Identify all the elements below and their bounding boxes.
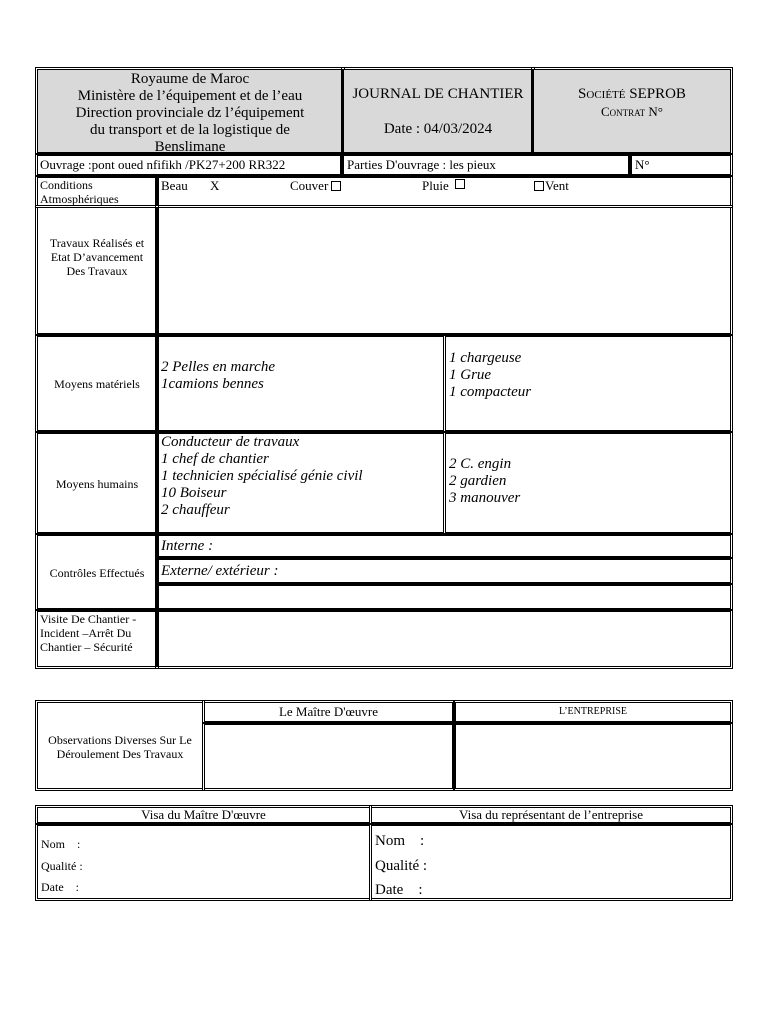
- pluie-label: Pluie: [422, 178, 449, 193]
- org-line-4: du transport et de la logistique de: [90, 122, 290, 138]
- vent-checkbox[interactable]: [534, 181, 544, 191]
- org-line-2: Ministère de l’équipement et de l’eau: [77, 88, 303, 104]
- beau-mark: X: [210, 178, 220, 193]
- visite-content-cell[interactable]: [157, 611, 731, 667]
- observations-label-1: Observations Diverses Sur Le: [48, 733, 192, 747]
- observations-maitre-title: Le Maître D'œuvre: [278, 704, 379, 719]
- visite-label-cell: [37, 611, 157, 667]
- externe-cell[interactable]: [157, 559, 731, 583]
- humain-item: 2 chauffeur: [161, 502, 230, 518]
- materiel-item: 1 Grue: [449, 367, 492, 383]
- visa-right-qualite: Qualité :: [375, 858, 428, 874]
- controles-label-cell: [37, 535, 157, 609]
- observations-entreprise-title: L’ENTREPRISE: [559, 706, 627, 717]
- visa-entreprise-title: Visa du représentant de l’entreprise: [458, 807, 644, 822]
- interne-cell[interactable]: [157, 535, 731, 557]
- materiels-left-cell: [157, 336, 444, 431]
- travaux-label-cell: [37, 207, 157, 334]
- org-line-5: Benslimane: [154, 139, 226, 155]
- visa-maitre-header: [37, 807, 370, 823]
- travaux-label-3: Des Travaux: [66, 264, 128, 278]
- num-text: N°: [635, 157, 650, 172]
- observations-maitre-header: [204, 702, 453, 722]
- observations-label-cell: [37, 702, 203, 789]
- conditions-values-cell: [157, 177, 731, 206]
- visa-maitre-cell[interactable]: [37, 825, 370, 899]
- humain-item: 2 C. engin: [449, 456, 512, 472]
- visa-entreprise-cell[interactable]: [371, 825, 731, 899]
- visa-entreprise-header: [371, 807, 731, 823]
- controles-label: Contrôles Effectués: [49, 566, 145, 580]
- org-line-1: Royaume de Maroc: [130, 71, 250, 87]
- materiels-label-cell: [37, 336, 157, 431]
- header-org-cell: [37, 69, 343, 153]
- materiel-item: 1 compacteur: [449, 384, 532, 400]
- conditions-label-cell: [37, 177, 157, 206]
- humains-right-cell: [445, 433, 731, 533]
- humains-left-cell: [157, 433, 444, 533]
- externe-label: Externe/ extérieur :: [161, 563, 279, 579]
- visa-right-nom: Nom :: [375, 833, 425, 849]
- observations-label-2: Déroulement Des Travaux: [56, 747, 184, 761]
- company-name: Société SEPROB: [578, 86, 686, 102]
- humain-item: Conducteur de travaux: [161, 434, 300, 450]
- header-journal-cell: [343, 69, 533, 153]
- visa-right-date: Date :: [375, 882, 423, 898]
- journal-date: Date : 04/03/2024: [383, 121, 493, 137]
- ouvrage-text: Ouvrage :pont oued nfifikh /PK27+200 RR322: [40, 157, 286, 172]
- humain-item: 1 technicien spécialisé génie civil: [161, 468, 363, 484]
- materiels-label: Moyens matériels: [54, 377, 140, 391]
- materiel-item: 2 Pelles en marche: [161, 359, 275, 375]
- visite-label-2: Incident –Arrêt Du: [40, 626, 132, 640]
- vent-label: Vent: [545, 178, 569, 193]
- conditions-label-1: Conditions: [40, 178, 93, 192]
- beau-label: Beau: [161, 178, 188, 193]
- header-company-cell: [533, 69, 731, 153]
- humain-item: 10 Boiseur: [161, 485, 227, 501]
- interne-label: Interne :: [161, 538, 214, 554]
- humains-label: Moyens humains: [55, 477, 139, 491]
- humain-item: 2 gardien: [449, 473, 507, 489]
- contract-number: Contrat N°: [600, 104, 663, 119]
- visa-left-date: Date :: [41, 880, 79, 894]
- materiel-item: 1 chargeuse: [449, 350, 522, 366]
- couvert-checkbox[interactable]: [331, 181, 341, 191]
- observations-entreprise-header: [455, 702, 731, 722]
- conditions-label-2: Atmosphériques: [40, 192, 119, 206]
- controles-extra-cell[interactable]: [157, 585, 731, 609]
- materiel-item: 1camions bennes: [161, 376, 264, 392]
- travaux-label-2: Etat D’avancement: [50, 250, 144, 264]
- travaux-content-cell[interactable]: [157, 207, 731, 334]
- journal-title: JOURNAL DE CHANTIER: [352, 86, 524, 102]
- visite-label-1: Visite De Chantier -: [40, 612, 137, 626]
- humains-label-cell: [37, 433, 157, 533]
- parties-text: Parties D'ouvrage : les pieux: [347, 157, 496, 172]
- observations-entreprise-cell[interactable]: [455, 724, 731, 789]
- humain-item: 1 chef de chantier: [161, 451, 269, 467]
- num-cell: [630, 155, 731, 175]
- materiels-right-cell: [445, 336, 731, 431]
- humain-item: 3 manouver: [449, 490, 521, 506]
- org-line-3: Direction provinciale dz l’équipement: [75, 105, 305, 121]
- visa-maitre-title: Visa du Maître D'œuvre: [141, 807, 266, 822]
- visa-left-nom: Nom :: [41, 837, 81, 851]
- visa-left-qualite: Qualité :: [41, 859, 83, 873]
- parties-cell: [342, 155, 630, 175]
- observations-maitre-cell[interactable]: [204, 724, 453, 789]
- pluie-checkbox[interactable]: [455, 179, 465, 189]
- couvert-label: Couver: [290, 178, 329, 193]
- visite-label-3: Chantier – Sécurité: [40, 640, 133, 654]
- ouvrage-cell: [37, 155, 342, 175]
- travaux-label-1: Travaux Réalisés et: [49, 236, 145, 250]
